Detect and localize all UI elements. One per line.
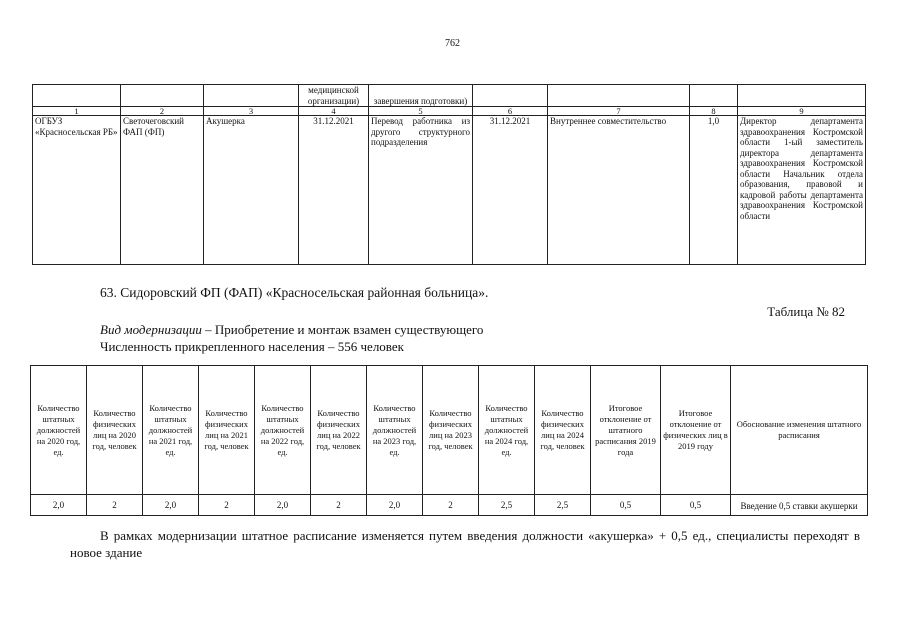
table-header-row	[31, 366, 868, 495]
value-cell: 2,0	[255, 495, 311, 516]
column-number: 3	[204, 107, 299, 116]
header-cell: Количество физических лиц на 2023 год, человек	[423, 366, 479, 495]
header-cell	[690, 85, 738, 107]
header-cell: медицинской организации)	[299, 85, 369, 107]
column-number: 8	[690, 107, 738, 116]
header-cell: завершения подготовки)	[369, 85, 473, 107]
value-cell: 2	[87, 495, 143, 516]
justification-cell: Введение 0,5 ставки акушерки	[731, 495, 868, 516]
staffing-table	[30, 365, 868, 516]
header-cell: Количество физических лиц на 2024 год, человек	[535, 366, 591, 495]
header-cell	[121, 85, 204, 107]
employment-cell: Внутреннее совместительство	[548, 116, 690, 265]
header-cell: Итоговое отклонение от физических лиц в 2019 году	[661, 366, 731, 495]
org-cell: ОГБУЗ «Красносельская РБ»	[33, 116, 121, 265]
modernization-value: – Приобретение и монтаж взамен существующего	[201, 322, 484, 337]
unit-cell: Светочеговский ФАП (ФП)	[121, 116, 204, 265]
position-cell: Акушерка	[204, 116, 299, 265]
header-cell: Количество штатных должностей на 2024 год, ед.	[479, 366, 535, 495]
body-paragraph: В рамках модернизации штатное расписание изменяется путем введения должности «акушерка» + 0,5 ед., специалисты переходят в новое здание	[70, 528, 860, 560]
value-cell: 2,0	[143, 495, 199, 516]
column-number: 4	[299, 107, 369, 116]
header-cell: Количество штатных должностей на 2021 год, ед.	[143, 366, 199, 495]
header-cell: Количество штатных должностей на 2022 год, ед.	[255, 366, 311, 495]
population-line: Численность прикрепленного населения – 556 человек	[100, 339, 404, 354]
column-number: 1	[33, 107, 121, 116]
header-cell	[473, 85, 548, 107]
value-cell: 2	[199, 495, 255, 516]
header-cell: Количество физических лиц на 2020 год, человек	[87, 366, 143, 495]
column-number: 6	[473, 107, 548, 116]
header-cell	[738, 85, 866, 107]
header-cell: Количество штатных должностей на 2020 год, ед.	[31, 366, 87, 495]
column-number: 9	[738, 107, 866, 116]
value-cell: 2,0	[367, 495, 423, 516]
table-row	[33, 116, 866, 265]
staffing-table-prev	[32, 84, 866, 265]
value-cell: 0,5	[661, 495, 731, 516]
column-number: 5	[369, 107, 473, 116]
value-cell: 2,5	[535, 495, 591, 516]
value-cell: 0,5	[591, 495, 661, 516]
header-cell: Обоснование изменения штатного расписания	[731, 366, 868, 495]
value-cell: 2,0	[31, 495, 87, 516]
section-heading: 63. Сидоровский ФП (ФАП) «Красносельская районная больница».	[100, 285, 489, 300]
header-cell	[204, 85, 299, 107]
header-cell: Количество штатных должностей на 2023 год, ед.	[367, 366, 423, 495]
column-number: 2	[121, 107, 204, 116]
value-cell: 2,5	[479, 495, 535, 516]
responsible-cell: Директор департамента здравоохранения Костромской области 1-ый заместитель директора департамента здравоохранения Костромской области Начальник отдела образования, правовой и кадровой работы департамента здравоохранения Костромской области	[738, 116, 866, 265]
header-cell: Количество физических лиц на 2021 год, человек	[199, 366, 255, 495]
date-cell: 31.12.2021	[473, 116, 548, 265]
header-cell	[548, 85, 690, 107]
header-cell	[33, 85, 121, 107]
header-cell: Количество физических лиц на 2022 год, человек	[311, 366, 367, 495]
rate-cell: 1,0	[690, 116, 738, 265]
column-number: 7	[548, 107, 690, 116]
date-cell: 31.12.2021	[299, 116, 369, 265]
column-number-row	[33, 107, 866, 116]
table-number: Таблица № 82	[767, 304, 845, 319]
page-number: 762	[445, 38, 460, 49]
modernization-type	[100, 322, 483, 338]
method-cell: Перевод работника из другого структурного подразделения	[369, 116, 473, 265]
header-cell: Итоговое отклонение от штатного расписания 2019 года	[591, 366, 661, 495]
value-cell: 2	[423, 495, 479, 516]
modernization-label: Вид модернизации	[100, 322, 202, 337]
table-header-fragment-row	[33, 85, 866, 107]
table-row	[31, 495, 868, 516]
value-cell: 2	[311, 495, 367, 516]
